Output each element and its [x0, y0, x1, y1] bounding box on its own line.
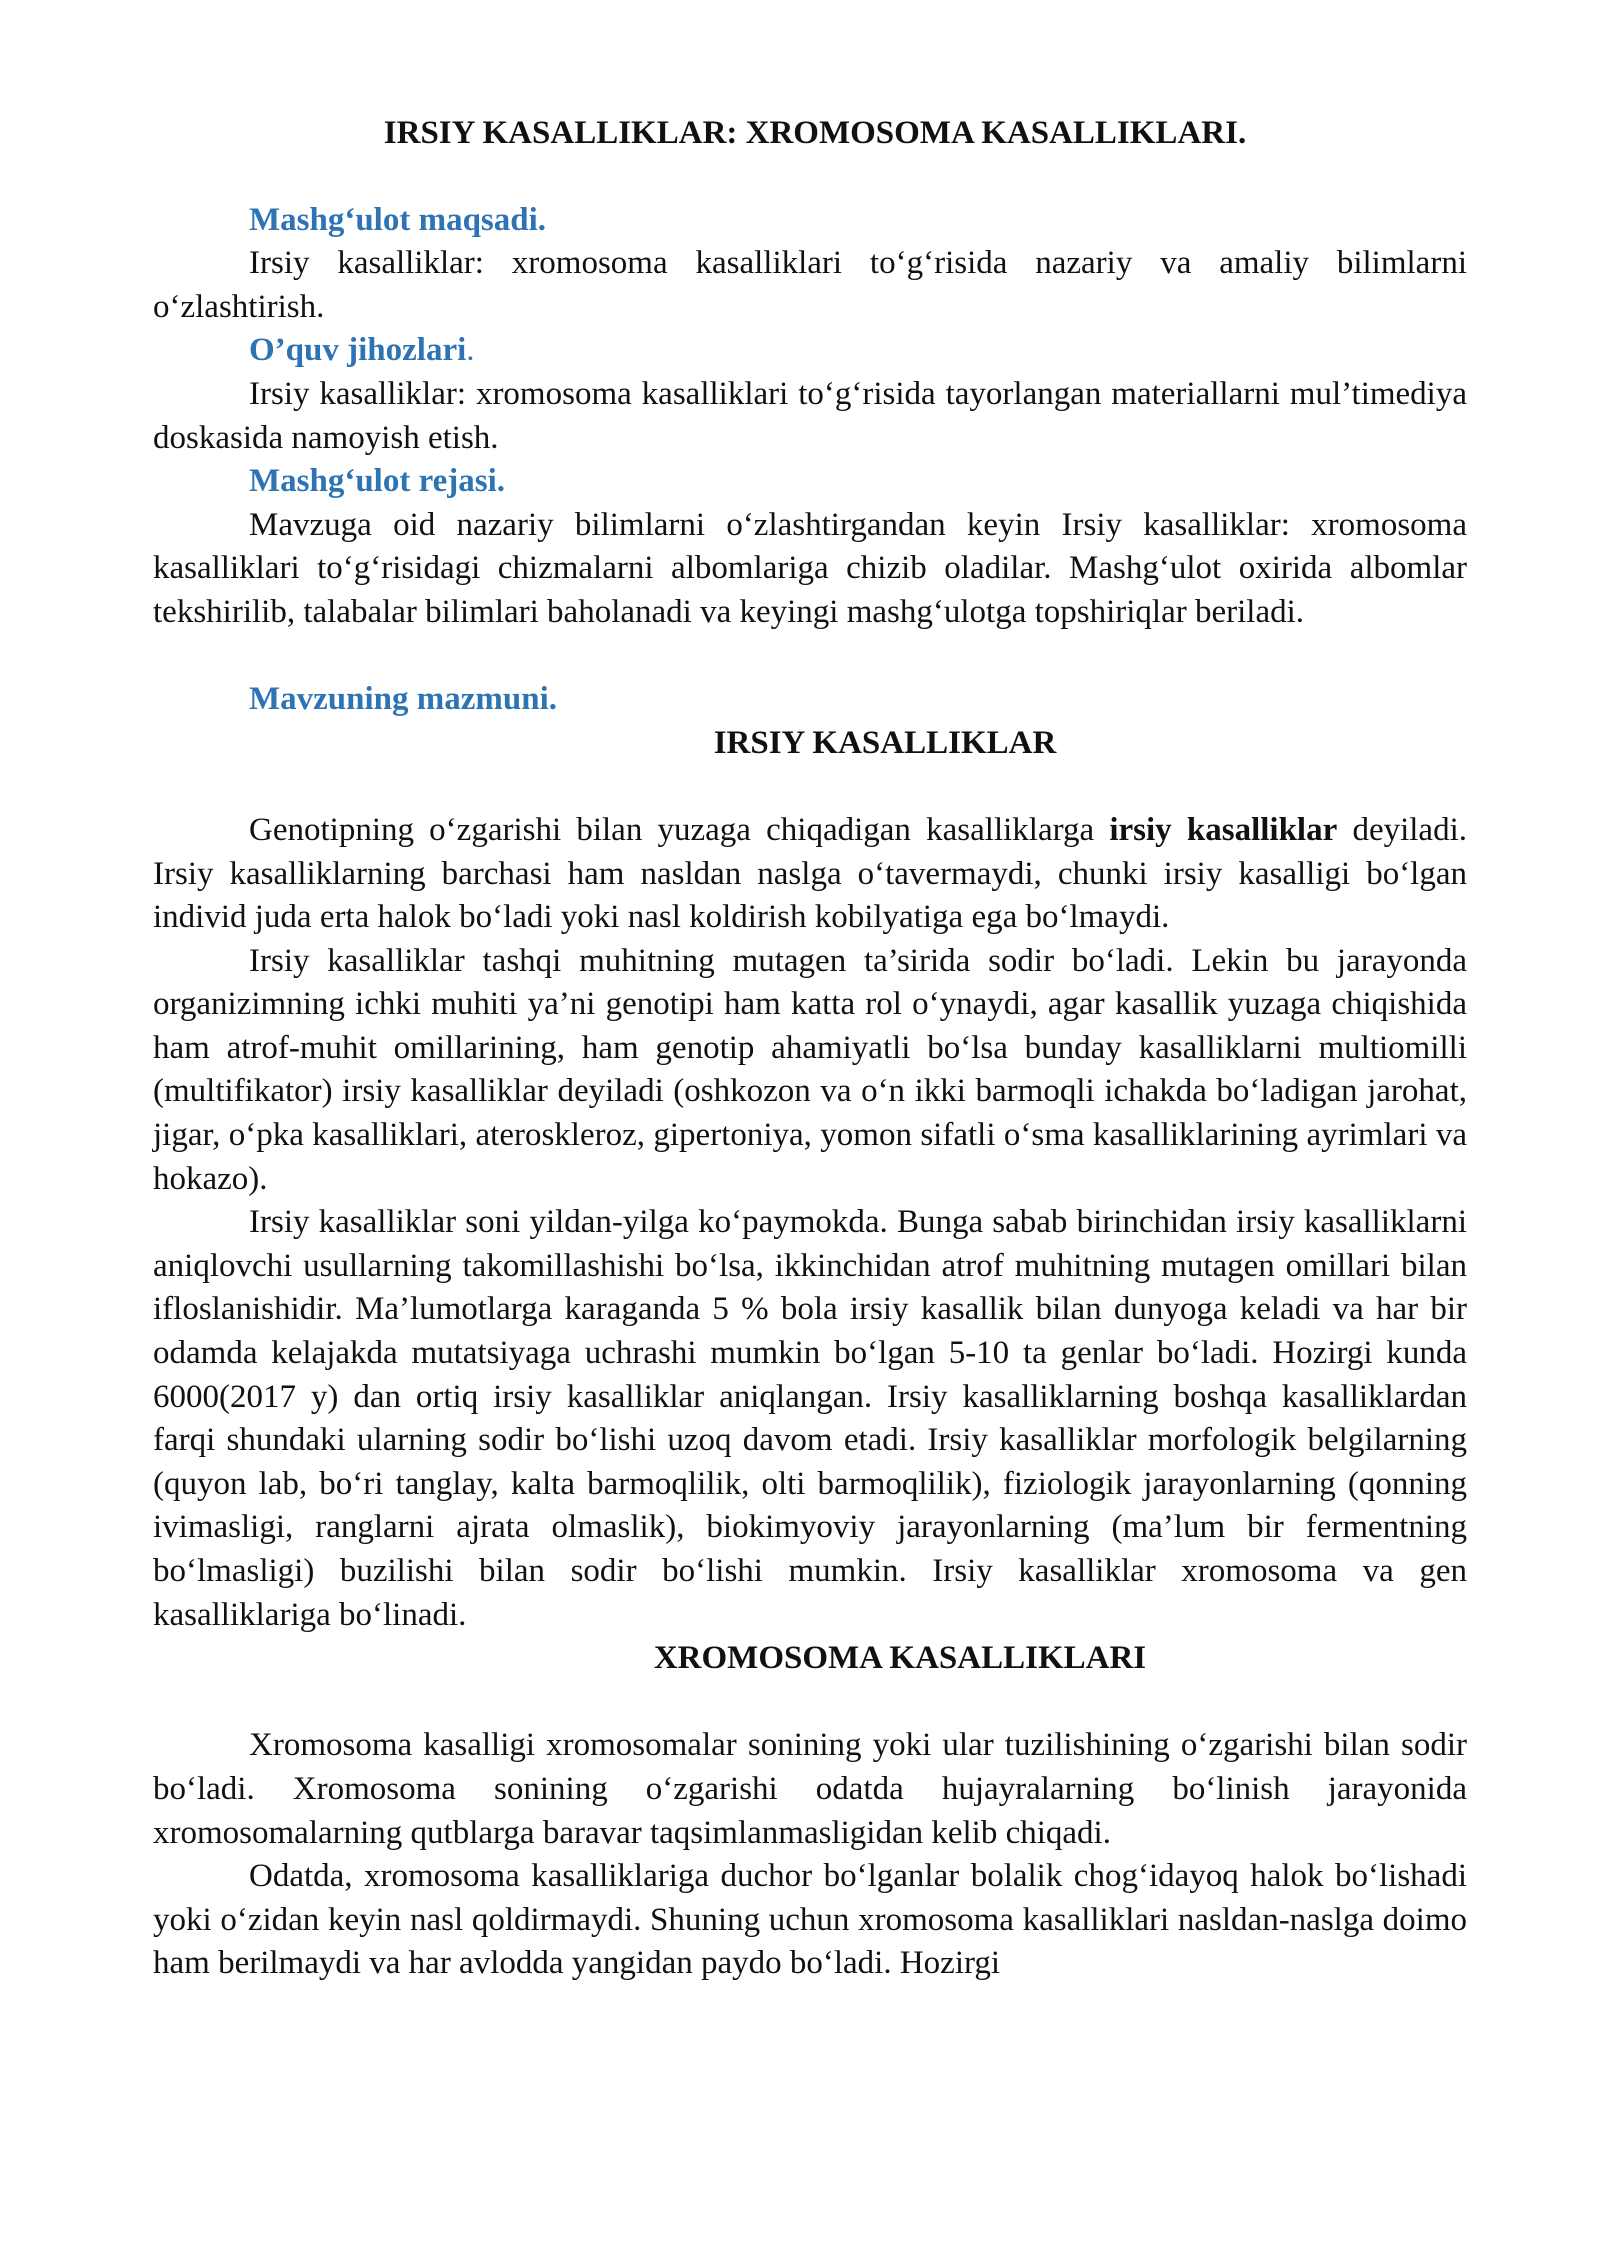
- section1-p1-bold-term: irsiy kasalliklar: [1109, 811, 1338, 848]
- plan-paragraph: Mavzuga oid nazariy bilimlarni o‘zlashtirgandan keyin Irsiy kasalliklar: xromosoma kasalliklari to‘g‘risidagi chizmalarni albomlariga chizib oladilar. Mashg‘ulot oxirida albomlar tekshirilib, talabalar bilimlari baholanadi va keyingi mashg‘ulotga topshiriqlar beriladi.: [153, 506, 1467, 630]
- section1-p1-start: Genotipning o‘zgarishi bilan yuzaga chiqadigan kasalliklarga: [249, 811, 1110, 848]
- spacer: [153, 635, 1467, 679]
- section1-p1-end: deyiladi. Irsiy kasalliklarning barchasi ham nasldan naslga o‘tavermaydi, chunki irsiy kasalligi bo‘lgan individ juda erta halok bo‘ladi yoki nasl koldirish kobilyatiga ega bo‘lmaydi.: [153, 811, 1467, 936]
- document-title: IRSIY KASALLIKLAR: XROMOSOMA KASALLIKLARI.: [383, 115, 1247, 151]
- section2-paragraph-1: Xromosoma kasalligi xromosomalar sonining yoki ular tuzilishining o‘zgarishi bilan sodir bo‘ladi. Xromosoma sonining o‘zgarishi odatda hujayralarning bo‘linish jarayonida xromosomalarning qutblarga baravar taqsimlanmasligidan kelib chiqadi.: [153, 1727, 1467, 1851]
- section1-paragraph-1: [153, 809, 1467, 940]
- plan-heading: [153, 460, 1467, 504]
- section1-paragraph-2: Irsiy kasalliklar tashqi muhitning mutagen ta’sirida sodir bo‘ladi. Lekin bu jarayonda organizimning ichki muhiti ya’ni genotipi ham katta rol o‘ynaydi, agar kasallik yuzaga chiqishida ham atrof-muhit omillarining, ham genotip ahamiyatli bo‘lsa bunday kasalliklarni multiomilli (multifikator) irsiy kasalliklar deyiladi (oshkozon va o‘n ikki barmoqli ichakda bo‘ladigan jarohat, jigar, o‘pka kasalliklari, ateroskleroz, gipertoniya, yomon sifatli o‘sma kasalliklarining ayrimlari va hokazo).: [153, 942, 1467, 1197]
- section2-paragraph-2: Odatda, xromosoma kasalliklariga duchor bo‘lganlar bolalik chog‘idayoq halok bo‘lishadi yoki o‘zidan keyin nasl qoldirmaydi. Shuning uchun xromosoma kasalliklari nasldan-naslga doimo ham berilmaydi va har avlodda yangidan paydo bo‘ladi. Hozirgi: [153, 1858, 1467, 1982]
- section-title-irsiy: IRSIY KASALLIKLAR: [713, 724, 1057, 761]
- equipment-heading-text: O’quv jihozlari: [249, 332, 467, 369]
- goal-heading: [153, 199, 1467, 243]
- section1-paragraph-3: Irsiy kasalliklar soni yildan-yilga ko‘paymokda. Bunga sabab birinchidan irsiy kasalliklarni aniqlovchi usullarning takomillashishi bo‘lsa, ikkinchidan atrof muhitning mutagen omillari bilan ifloslanishidir. Ma’lumotlarga karaganda 5 % bola irsiy kasallik bilan dunyoga keladi va har bir odamda kelajakda mutatsiyaga uchrashi mumkin bo‘lgan 5-10 ta genlar bo‘ladi. Hozirgi kunda 6000(2017 y) dan ortiq irsiy kasalliklar aniqlangan. Irsiy kasalliklarning boshqa kasalliklardan farqi shundaki ularning sodir bo‘lishi uzoq davom etadi. Irsiy kasalliklar morfologik belgilarning (quyon lab, bo‘ri tanglay, kalta barmoqlilik, olti barmoqlilik), fiziologik jarayonlarning (qonning ivimasligi, ranglarni ajrata olmaslik), biokimyoviy jarayonlarning (ma’lum bir fermentning bo‘lmasligi) buzilishi bilan sodir bo‘lishi mumkin. Irsiy kasalliklar xromosoma va gen kasalliklariga bo‘linadi.: [153, 1204, 1467, 1633]
- equipment-heading: [153, 329, 1467, 373]
- goal-heading-text: Mashg‘ulot maqsadi.: [249, 201, 547, 238]
- equipment-heading-dot: .: [466, 332, 475, 369]
- content-heading: Mavzuning mazmuni.: [249, 681, 558, 718]
- plan-heading-text: Mashg‘ulot rejasi.: [249, 463, 506, 500]
- equipment-paragraph: Irsiy kasalliklar: xromosoma kasalliklari to‘g‘risida tayorlangan materiallarni mul’timediya doskasida namoyish etish.: [153, 375, 1467, 456]
- goal-paragraph: Irsiy kasalliklar: xromosoma kasalliklari to‘g‘risida nazariy va amaliy bilimlarni o‘zlashtirish.: [153, 245, 1467, 325]
- spacer: [153, 1681, 1467, 1725]
- section-title-xromosoma: XROMOSOMA KASALLIKLARI: [653, 1640, 1147, 1677]
- spacer: [153, 765, 1467, 809]
